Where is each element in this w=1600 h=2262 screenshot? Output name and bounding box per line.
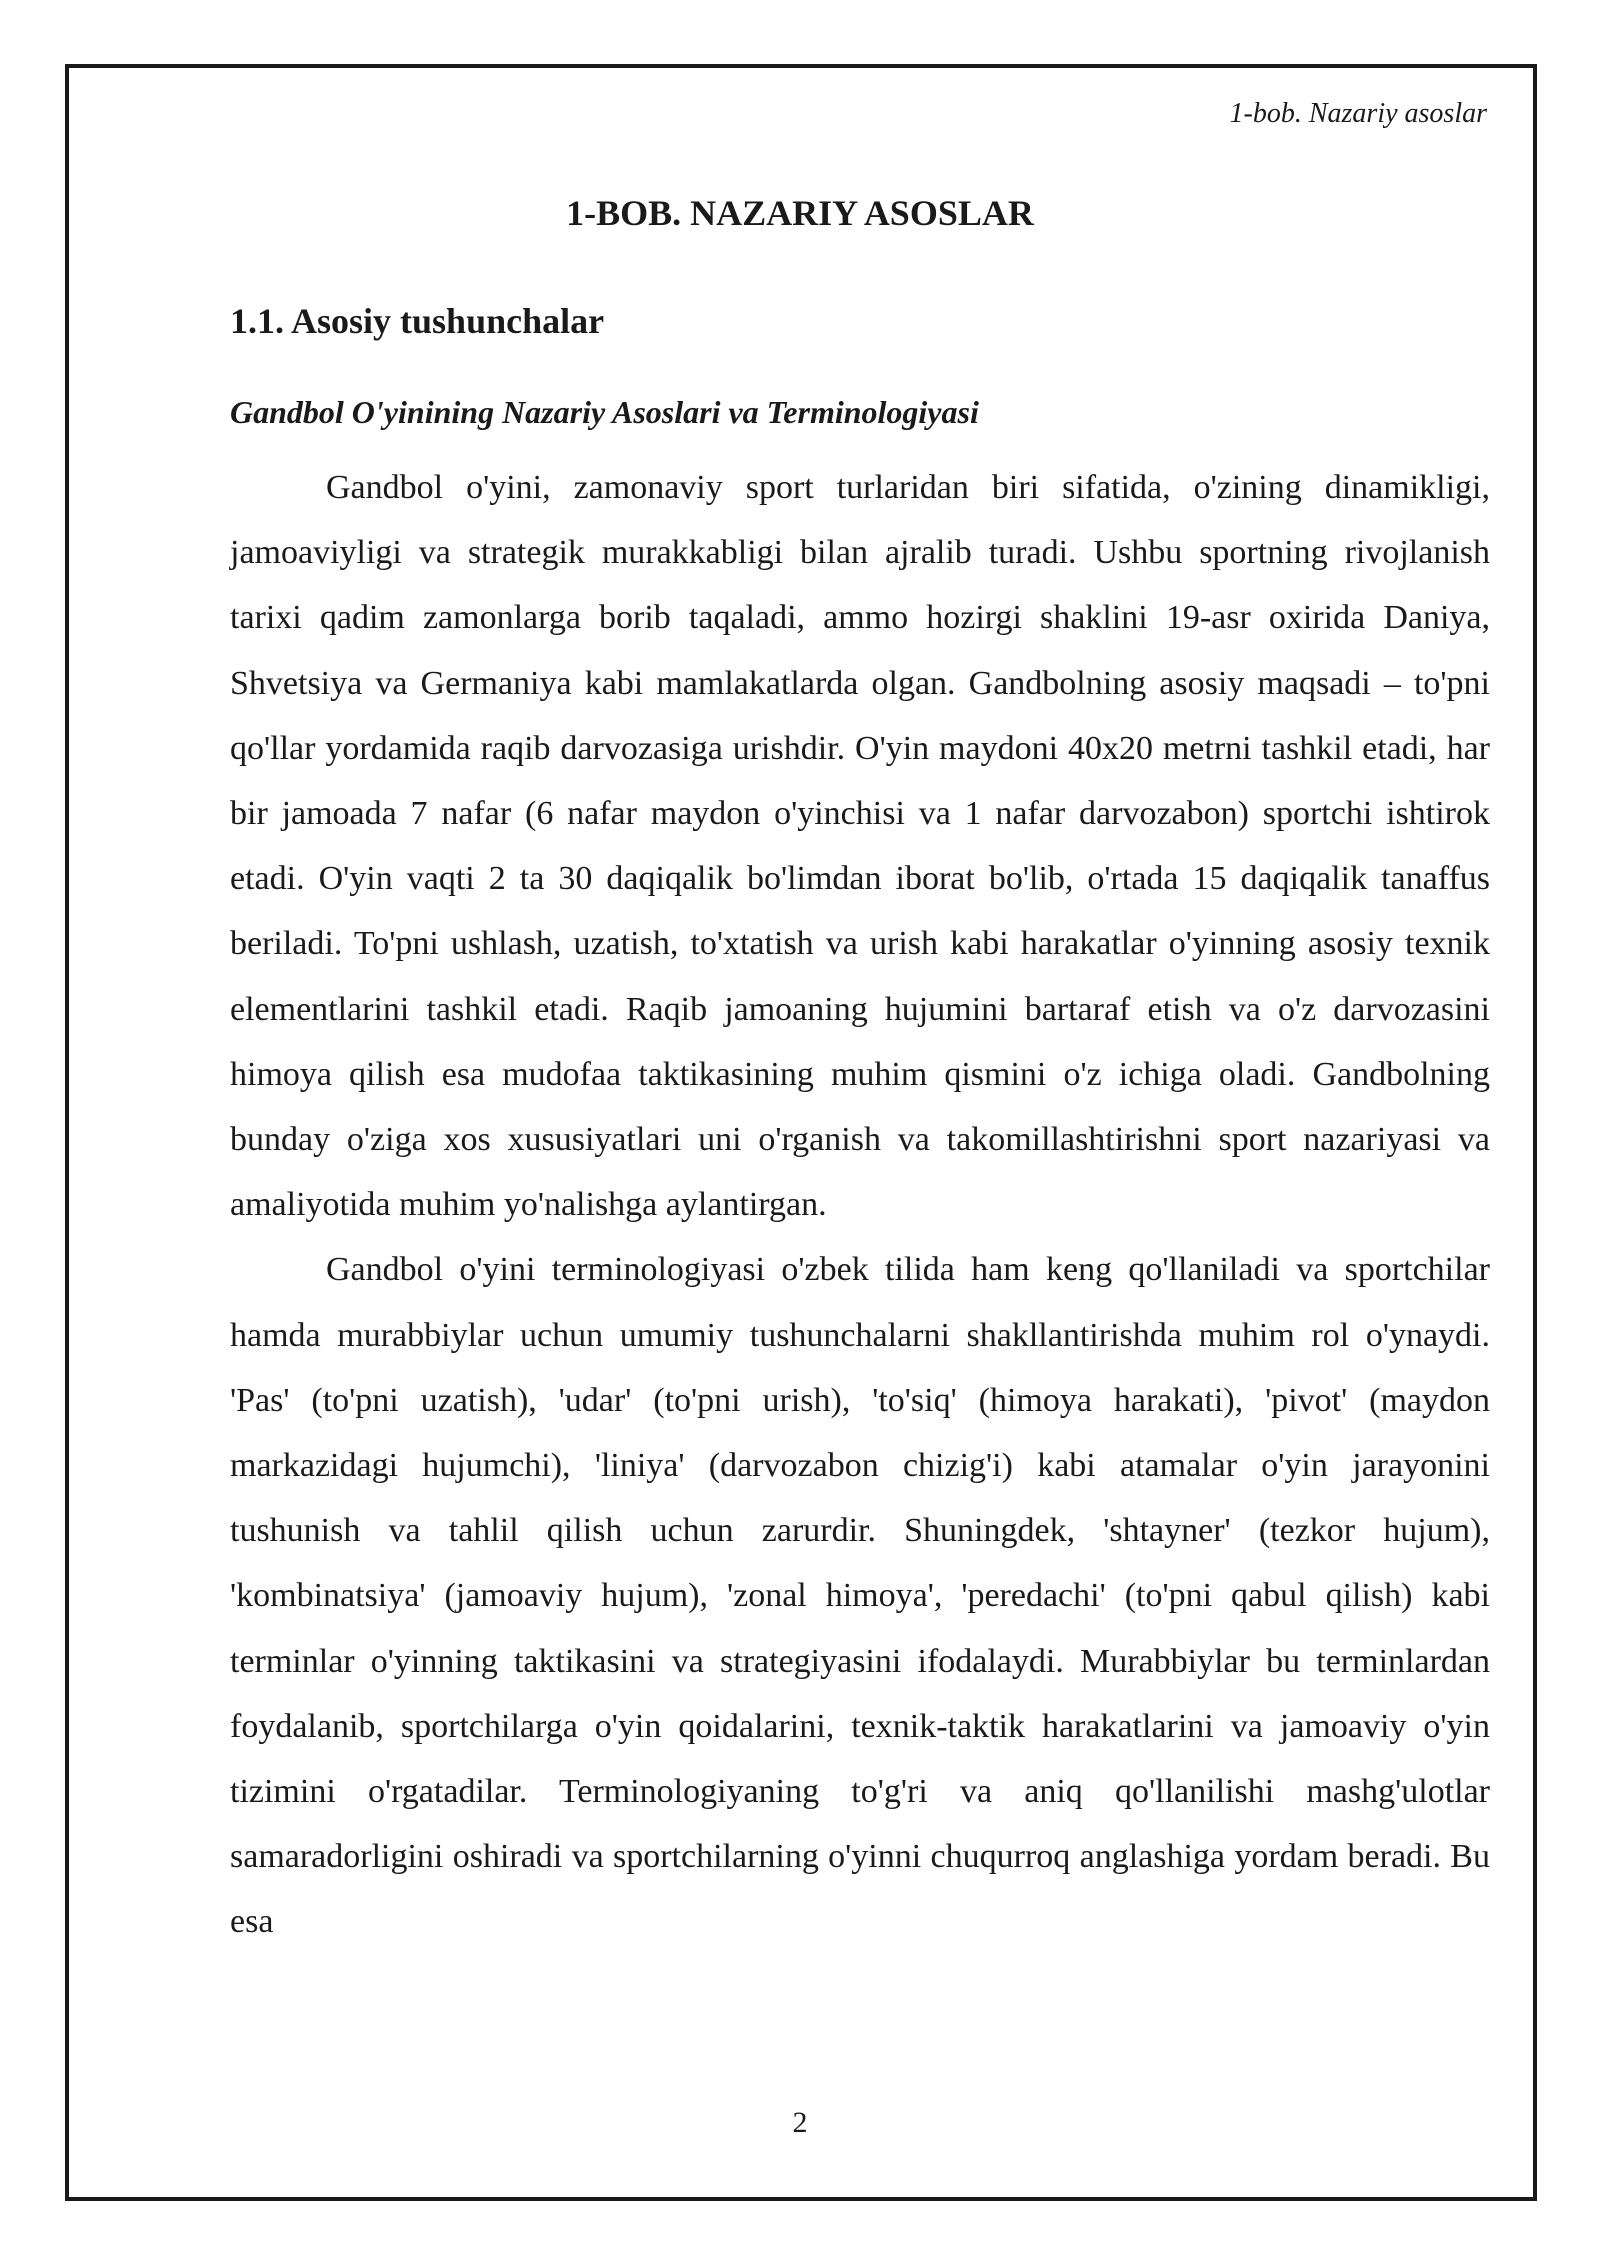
body-text [230, 455, 1490, 1955]
subsection-title: Gandbol O'yinining Nazariy Asoslari va Terminologiyasi [230, 394, 979, 430]
chapter-title: 1-BOB. NAZARIY ASOSLAR [566, 193, 1034, 233]
paragraph-1: Gandbol o'yini, zamonaviy sport turlaridan biri sifatida, o'zining dinamikligi, jamoaviyligi va strategik murakkabligi bilan ajralib turadi. Ushbu sportning rivojlanish tarixi qadim zamonlarga borib taqaladi, ammo hozirgi shaklini 19-asr oxirida Daniya, Shvetsiya va Germaniya kabi mamlakatlarda olgan. Gandbolning asosiy maqsadi – to'pni qo'llar yordamida raqib darvozasiga urishdir. O'yin maydoni 40x20 metrni tashkil etadi, har bir jamoada 7 nafar (6 nafar maydon o'yinchisi va 1 nafar darvozabon) sportchi ishtirok etadi. O'yin vaqti 2 ta 30 daqiqalik bo'limdan iborat bo'lib, o'rtada 15 daqiqalik tanaffus beriladi. To'pni ushlash, uzatish, to'xtatish va urish kabi harakatlar o'yinning asosiy texnik elementlarini tashkil etadi. Raqib jamoaning hujumini bartaraf etish va o'z darvozasini himoya qilish esa mudofaa taktikasining muhim qismini o'z ichiga oladi. Gandbolning bunday o'ziga xos xususiyatlari uni o'rganish va takomillashtirishni sport nazariyasi va amaliyotida muhim yo'nalishga aylantirgan. [230, 469, 1490, 1224]
running-header: 1-bob. Nazariy asoslar [1229, 98, 1487, 129]
page-number: 2 [792, 2106, 808, 2139]
paragraph-2: Gandbol o'yini terminologiyasi o'zbek tilida ham keng qo'llaniladi va sportchilar hamda murabbiylar uchun umumiy tushunchalarni shakllantirishda muhim rol o'ynaydi. 'Pas' (to'pni uzatish), 'udar' (to'pni urish), 'to'siq' (himoya harakati), 'pivot' (maydon markazidagi hujumchi), 'liniya' (darvozabon chizig'i) kabi atamalar o'yin jarayonini tushunish va tahlil qilish uchun zarurdir. Shuningdek, 'shtayner' (tezkor hujum), 'kombinatsiya' (jamoaviy hujum), 'zonal himoya', 'peredachi' (to'pni qabul qilish) kabi terminlar o'yinning taktikasini va strategiyasini ifodalaydi. Murabbiylar bu terminlardan foydalanib, sportchilarga o'yin qoidalarini, texnik-taktik harakatlarini va jamoaviy o'yin tizimini o'rgatadilar. Terminologiyaning to'g'ri va aniq qo'llanilishi mashg'ulotlar samaradorligini oshiradi va sportchilarning o'yinni chuqurroq anglashiga yordam beradi. Bu esa [230, 1251, 1490, 1941]
section-title: 1.1. Asosiy tushunchalar [230, 301, 605, 341]
